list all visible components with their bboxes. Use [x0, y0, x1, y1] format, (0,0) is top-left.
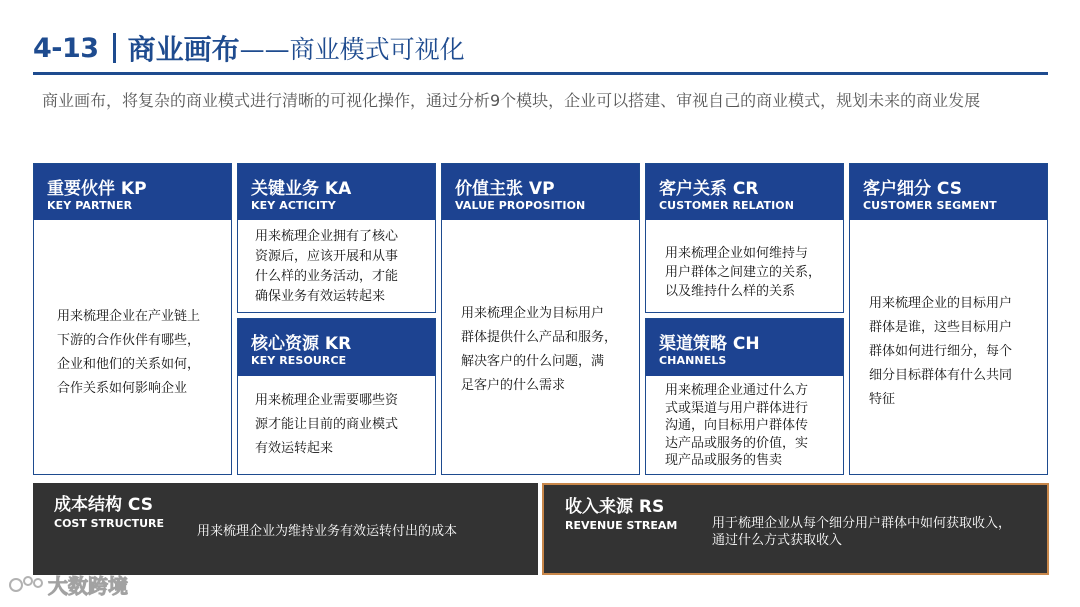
block-subtitle: CHANNELS — [659, 354, 727, 367]
desc-line: 用来梳理企业为目标用户 — [461, 306, 605, 321]
desc-line: 用于梳理企业从每个细分用户群体中如何获取收入， — [712, 516, 1012, 531]
block-header — [646, 164, 843, 220]
block-key-resource — [237, 318, 436, 475]
block-header — [442, 164, 639, 220]
watermark-text: 大数跨境 — [48, 574, 128, 598]
block-header — [850, 164, 1047, 220]
desc-line: 足客户的什么需求 — [461, 378, 566, 393]
watermark-logo-icon — [8, 573, 44, 597]
block-title: 客户关系 CR — [659, 179, 759, 199]
block-title: 渠道策略 CH — [659, 334, 760, 354]
desc-line: 用户群体之间建立的关系， — [665, 265, 822, 280]
block-title: 关键业务 KA — [251, 179, 352, 199]
block-header — [34, 164, 231, 220]
section-number: 4-13 — [33, 32, 99, 64]
block-title: 重要伙伴 KP — [47, 179, 147, 199]
block-description — [665, 244, 821, 301]
block-subtitle: VALUE PROPOSITION — [455, 199, 586, 212]
block-header — [238, 319, 435, 376]
desc-line: 用来梳理企业为维持业务有效运转付出的成本 — [197, 524, 458, 539]
desc-line: 以及维持什么样的关系 — [665, 284, 796, 299]
desc-line: 沟通，向目标用户群体传 — [665, 418, 809, 433]
block-header — [646, 319, 843, 376]
block-description — [57, 305, 200, 401]
desc-line: 什么样的业务活动，才能 — [255, 269, 399, 284]
desc-line: 通过什么方式获取收入 — [712, 533, 843, 548]
desc-line: 现产品或服务的售卖 — [665, 453, 783, 468]
page-title — [33, 26, 465, 70]
block-title: 核心资源 KR — [251, 334, 352, 354]
desc-line: 群体提供什么产品和服务， — [461, 330, 618, 345]
desc-line: 达产品或服务的价值，实 — [665, 435, 809, 451]
block-subtitle: REVENUE STREAM — [565, 519, 678, 532]
desc-line: 资源后，应该开展和从事 — [255, 249, 399, 264]
block-subtitle: KEY RESOURCE — [251, 354, 347, 367]
block-revenue-stream — [542, 483, 1049, 575]
desc-line: 解决客户的什么问题，满 — [461, 354, 605, 369]
desc-line: 用来梳理企业通过什么方 — [665, 383, 809, 398]
title-main: 商业画布 — [127, 33, 240, 66]
desc-line: 确保业务有效运转起来 — [255, 289, 386, 304]
block-description — [197, 523, 457, 540]
block-cost-structure — [33, 483, 538, 575]
desc-line: 用来梳理企业需要哪些资 — [255, 393, 399, 408]
block-subtitle: KEY ACTICITY — [251, 199, 336, 212]
desc-line: 细分目标群体有什么共同 — [869, 368, 1013, 383]
desc-line: 合作关系如何影响企业 — [57, 381, 188, 396]
block-title: 收入来源 RS — [565, 497, 665, 517]
block-subtitle: CUSTOMER SEGMENT — [863, 199, 997, 212]
desc-line: 用来梳理企业如何维持与 — [665, 246, 809, 261]
block-key-partner — [33, 163, 232, 475]
desc-line: 用来梳理企业在产业链上 — [57, 309, 201, 324]
block-description — [255, 389, 398, 461]
desc-line: 用来梳理企业的目标用户 — [869, 296, 1013, 311]
desc-line: 特征 — [869, 392, 896, 407]
title-underline — [33, 72, 1048, 75]
block-key-activity — [237, 163, 436, 313]
block-title: 客户细分 CS — [863, 179, 962, 199]
block-description — [712, 515, 1011, 549]
desc-line: 企业和他们的关系如何， — [57, 357, 201, 372]
block-customer-segment — [849, 163, 1048, 475]
block-customer-relation — [645, 163, 844, 313]
block-value-proposition — [441, 163, 640, 475]
block-description — [869, 292, 1012, 412]
desc-line: 源才能让目前的商业模式 — [255, 417, 399, 432]
block-subtitle: CUSTOMER RELATION — [659, 199, 795, 212]
desc-line: 下游的合作伙伴有哪些， — [57, 333, 201, 348]
desc-line: 有效运转起来 — [255, 441, 334, 456]
desc-line: 用来梳理企业拥有了核心 — [255, 229, 399, 244]
desc-line: 式或渠道与用户群体进行 — [665, 400, 809, 416]
block-channels — [645, 318, 844, 475]
block-description — [255, 227, 398, 307]
title-divider — [113, 33, 116, 63]
block-title: 价值主张 VP — [455, 179, 555, 199]
block-subtitle: KEY PARTNER — [47, 199, 133, 212]
desc-line: 群体如何进行细分，每个 — [869, 344, 1013, 359]
block-subtitle: COST STRUCTURE — [54, 517, 164, 530]
title-sub: ——商业模式可视化 — [239, 35, 465, 64]
block-description — [461, 302, 617, 398]
block-title: 成本结构 CS — [54, 495, 153, 515]
block-description — [665, 382, 808, 470]
block-header — [238, 164, 435, 220]
desc-line: 群体是谁，这些目标用户 — [869, 320, 1013, 335]
intro-text: 商业画布，将复杂的商业模式进行清晰的可视化操作，通过分析9个模块，企业可以搭建、审视自己的商业模式，规划未来的商业发展 — [42, 91, 981, 110]
watermark — [8, 570, 128, 599]
